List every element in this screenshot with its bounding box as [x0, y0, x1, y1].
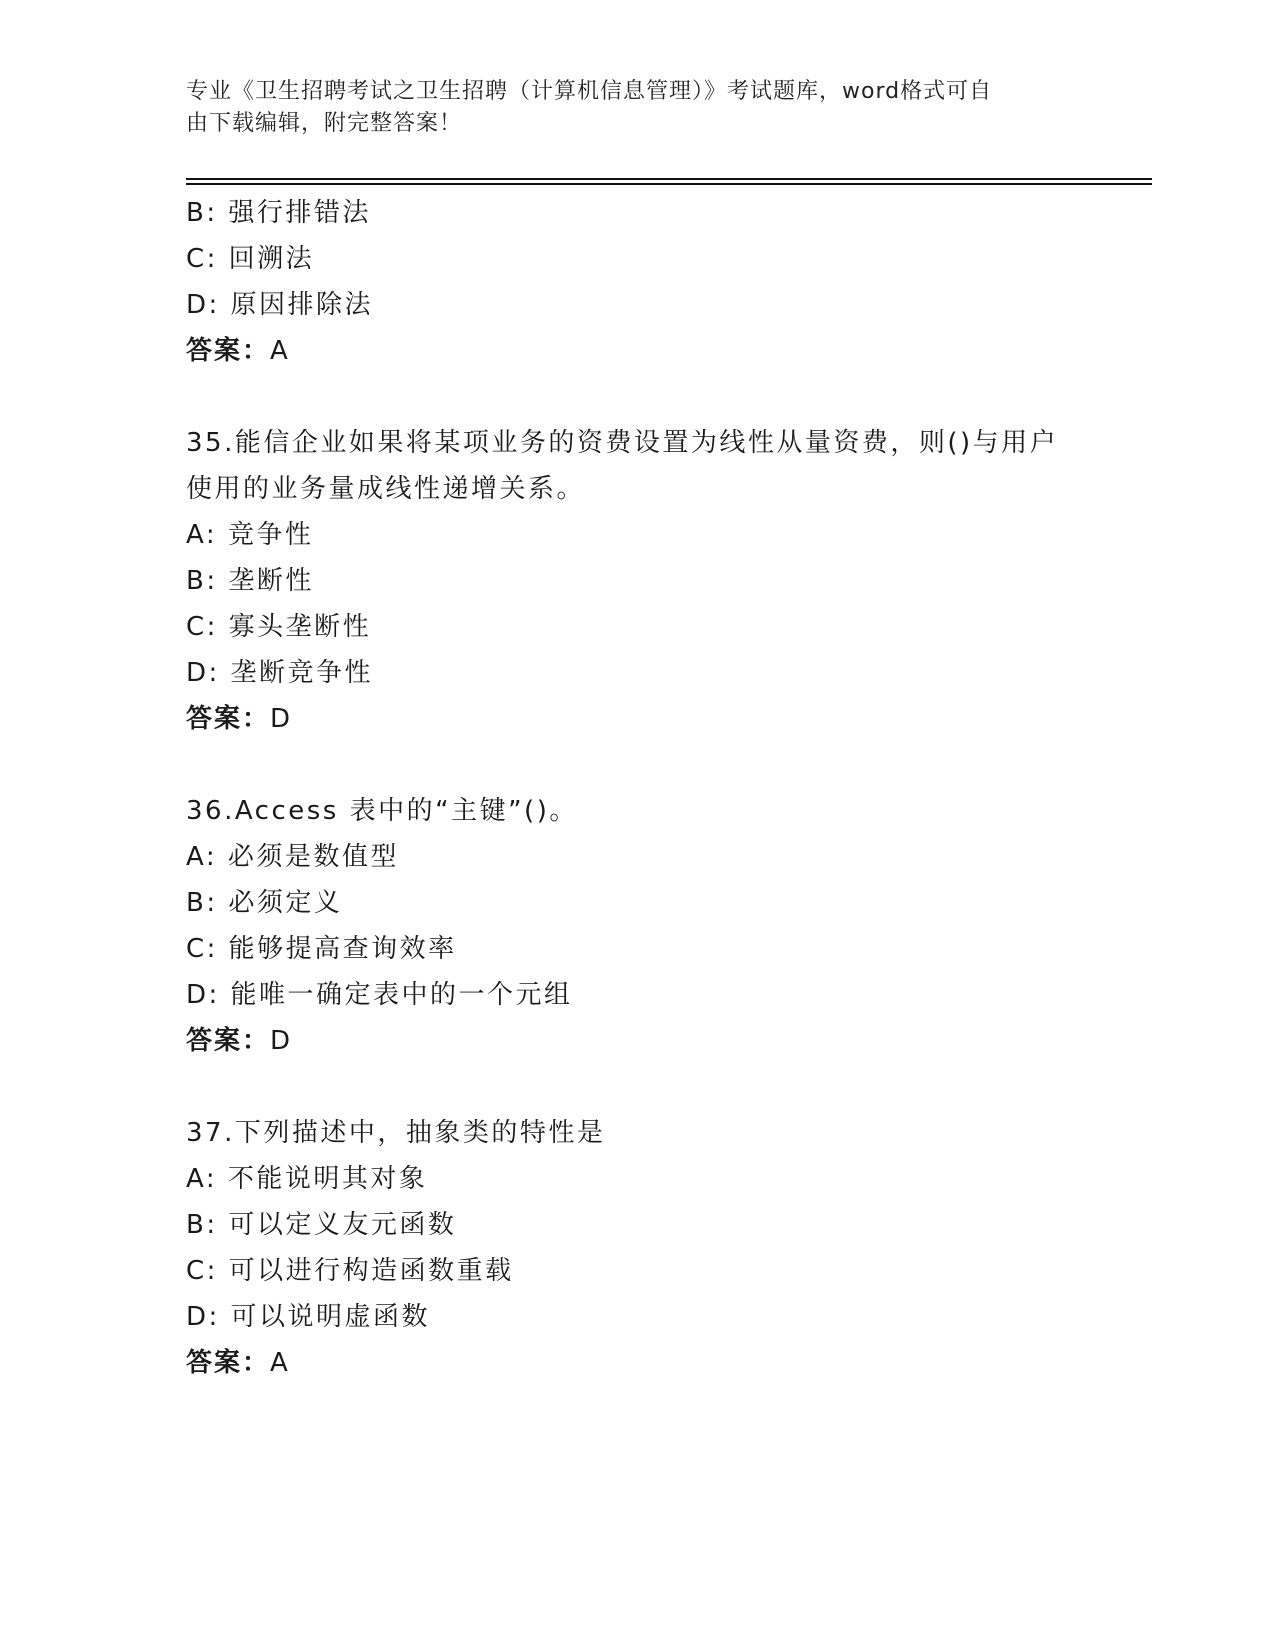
option-a: A: 不能说明其对象 [186, 1164, 428, 1194]
question-text-line: 36.Access 表中的“主键”()。 [186, 796, 578, 826]
option-a: A: 必须是数值型 [186, 842, 399, 872]
option-b: B: 必须定义 [186, 888, 343, 918]
option-b: B: 可以定义友元函数 [186, 1210, 457, 1240]
option-c: C: 可以进行构造函数重载 [186, 1256, 514, 1286]
question-text [186, 788, 1086, 834]
question-35 [186, 420, 1086, 742]
option-c: C: 寡头垄断性 [186, 612, 372, 642]
option-d: D: 原因排除法 [186, 290, 374, 320]
answer-line [186, 1340, 1086, 1386]
question-text-line: 35.能信企业如果将某项业务的资费设置为线性从量资费，则()与用户 [186, 428, 1059, 458]
question-text-line: 使用的业务量成线性递增关系。 [186, 474, 586, 504]
option-a: A: 竞争性 [186, 520, 314, 550]
option-c: C: 能够提高查询效率 [186, 934, 457, 964]
header-divider-bottom [186, 183, 1152, 185]
answer-label: 答案： [186, 1348, 271, 1378]
document-header [186, 76, 1066, 140]
header-line-2: 由下载编辑，附完整答案！ [186, 111, 463, 136]
answer-line [186, 696, 1086, 742]
option-d: D: 垄断竞争性 [186, 658, 374, 688]
header-line-1: 专业《卫生招聘考试之卫生招聘（计算机信息管理）》考试题库，word格式可自 [186, 79, 993, 104]
header-divider-top [186, 178, 1152, 180]
option-d: D: 能唯一确定表中的一个元组 [186, 980, 573, 1010]
answer-value: D [270, 704, 292, 734]
answer-label: 答案： [186, 704, 271, 734]
answer-line [186, 1018, 1086, 1064]
question-text [186, 1110, 1086, 1156]
option-d: D: 可以说明虚函数 [186, 1302, 431, 1332]
option-c: C: 回溯法 [186, 244, 315, 274]
answer-label: 答案： [186, 336, 271, 366]
continued-question [186, 190, 1086, 374]
answer-value: A [270, 336, 289, 366]
question-list [186, 190, 1086, 1386]
answer-label: 答案： [186, 1026, 271, 1056]
question-36 [186, 788, 1086, 1064]
question-37 [186, 1110, 1086, 1386]
answer-value: D [270, 1026, 292, 1056]
answer-value: A [270, 1348, 289, 1378]
option-b: B: 垄断性 [186, 566, 314, 596]
question-text-line: 37.下列描述中，抽象类的特性是 [186, 1118, 606, 1148]
option-b: B: 强行排错法 [186, 198, 371, 228]
question-text [186, 420, 1086, 512]
answer-line [186, 328, 1086, 374]
